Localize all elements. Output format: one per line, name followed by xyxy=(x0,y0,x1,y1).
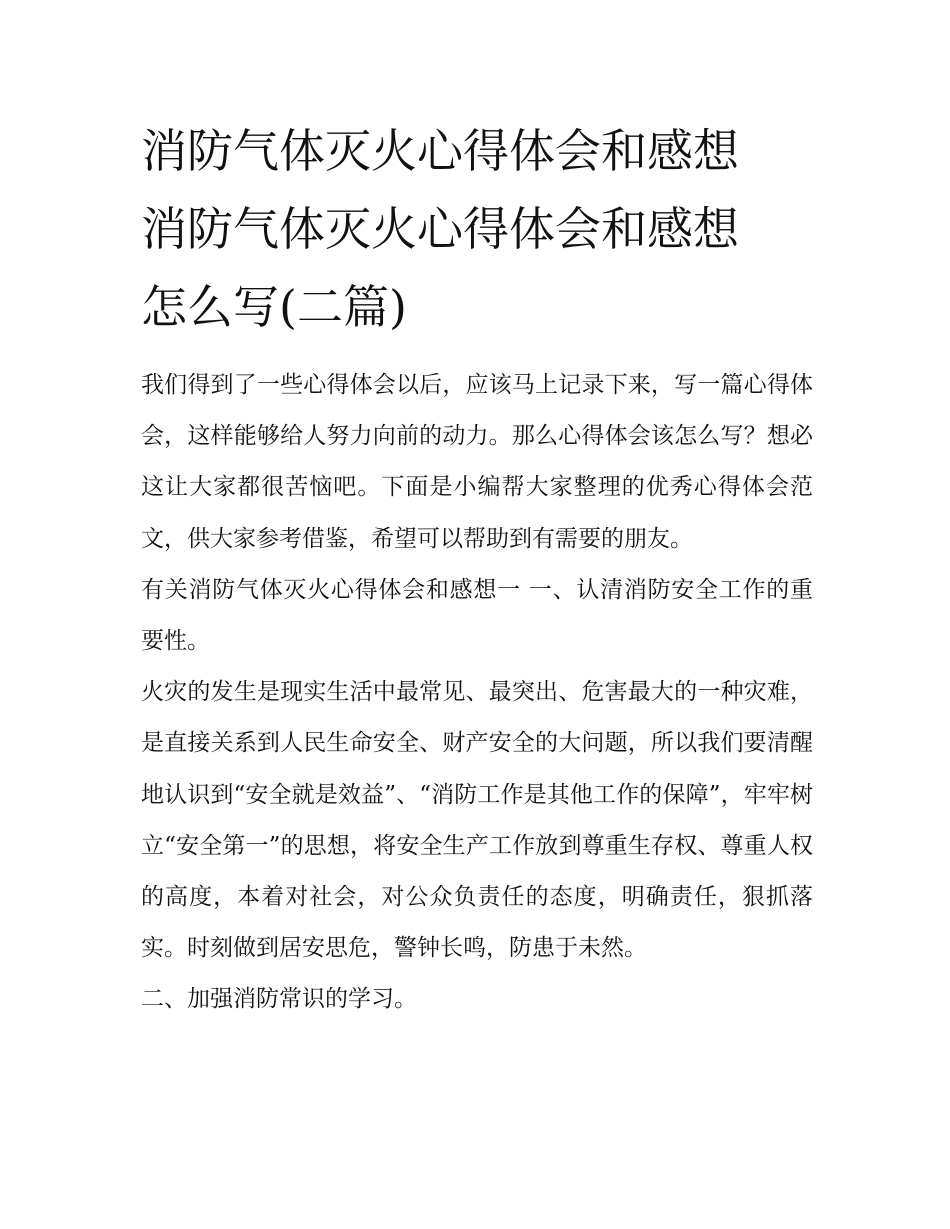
section-two-heading: 二、加强消防常识的学习。 xyxy=(141,986,417,1013)
section-one-paragraph: 火灾的发生是现实生活中最常见、最突出、危害最大的一种灾难，是直接关系到人民生命安全、财产安全的大问题，所以我们要清醒地认识到“安全就是效益”、“消防工作是其他工作的保障”，牢牢树立“安全第一”的思想，将安全生产工作放到尊重生存权、尊重人权的高度，本着对社会，对公众负责任的态度，明确责任，狠抓落实。时刻做到居安思危，警钟长鸣，防患于未然。 xyxy=(141,679,813,962)
document-body xyxy=(141,360,813,1026)
document-title xyxy=(141,112,813,346)
section-one-heading: 有关消防气体灭火心得体会和感想一 一、认清消防安全工作的重要性。 xyxy=(141,576,813,655)
title-line: 怎么写(二篇) xyxy=(141,280,407,334)
document-content xyxy=(141,112,813,1026)
intro-paragraph: 我们得到了一些心得体会以后，应该马上记录下来，写一篇心得体会，这样能够给人努力向前的动力。那么心得体会该怎么写？想必这让大家都很苦恼吧。下面是小编帮大家整理的优秀心得体会范文，供大家参考借鉴，希望可以帮助到有需要的朋友。 xyxy=(141,372,813,552)
title-line: 消防气体灭火心得体会和感想 xyxy=(141,124,739,178)
title-line: 消防气体灭火心得体会和感想 xyxy=(141,202,739,256)
